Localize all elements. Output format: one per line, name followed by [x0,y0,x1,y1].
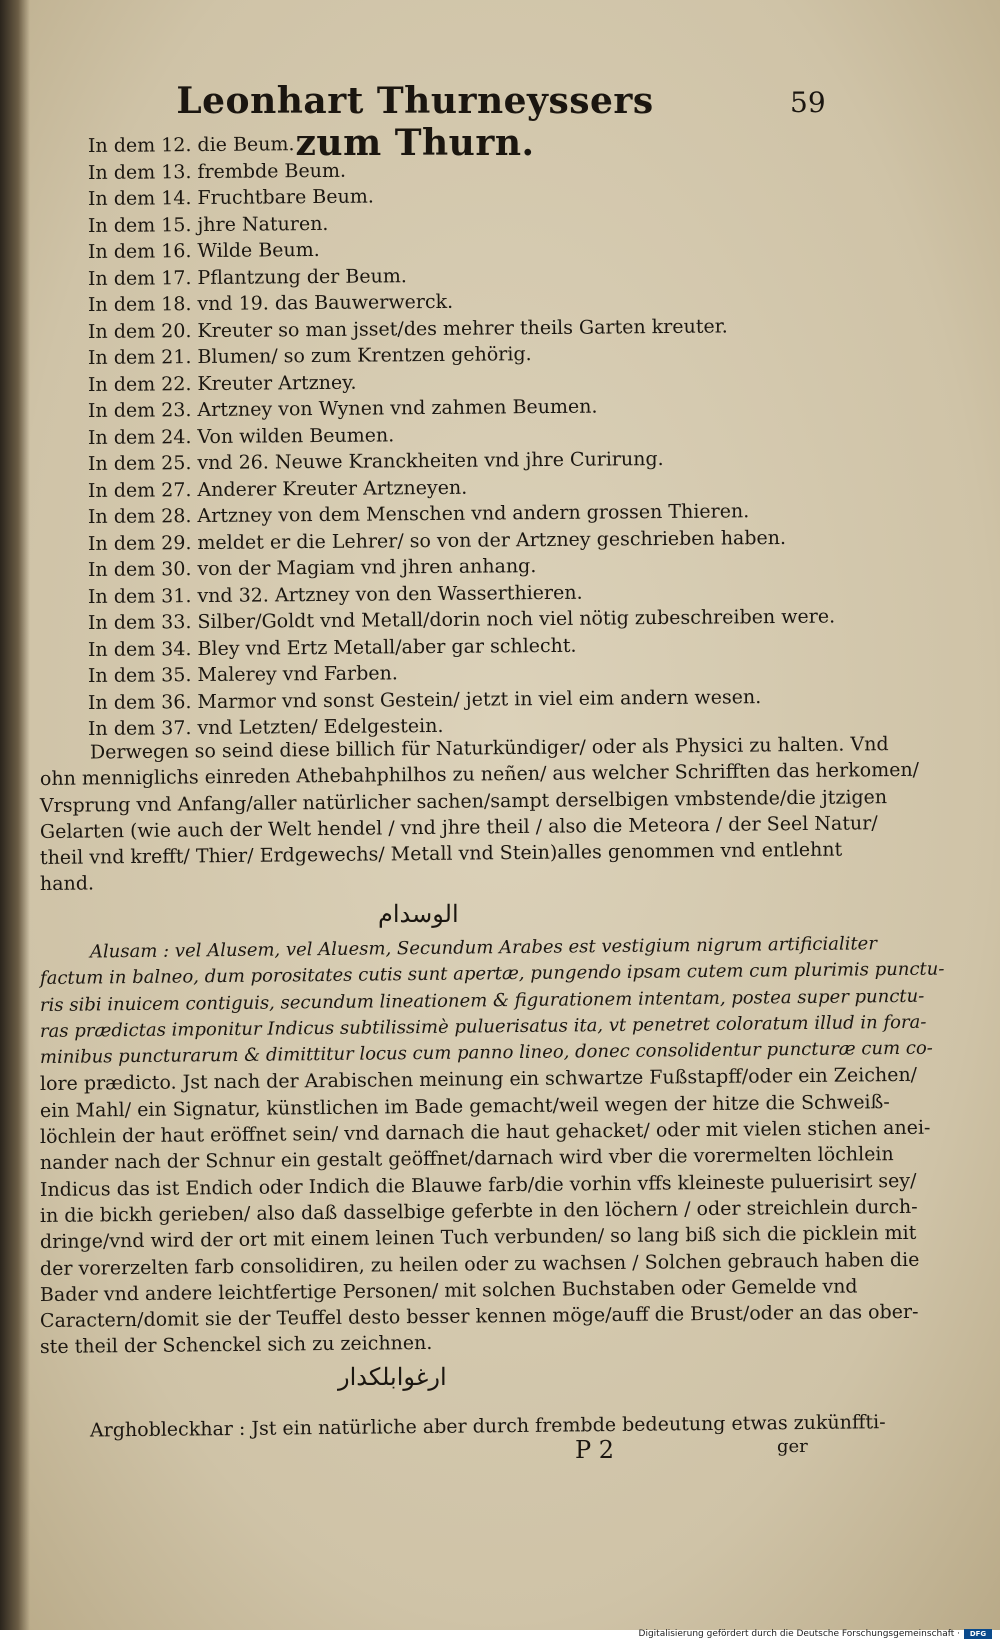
index-line: In dem 34. Bley vnd Ertz Metall/aber gar schlecht. [87,634,577,661]
paragraph-line: Bader vnd andere leichtfertige Personen/ mit solchen Buchstaben oder Gemelde vnd [39,1275,858,1306]
paragraph-alusam [39,933,945,1361]
paragraph-line: ohn menniglichs einreden Athebahphilhos zu neñen/ aus welcher Schrifften das herkomen/ [39,759,920,791]
index-line: In dem 14. Fruchtbare Beum. [87,185,374,210]
paragraph-line: lore prædicto. Jst nach der Arabischen meinung ein schwartze Fußstapff/oder ein Zeichen/ [39,1064,918,1096]
paragraph-line: in die bickh gerieben/ also daß dasselbige geferbte in den löchern / oder streichlein durch- [39,1195,918,1227]
paragraph-arghobleckhar [40,1411,886,1444]
index-line: In dem 31. vnd 32. Artzney von den Wasserthieren. [87,581,583,608]
footer-credit: Digitalisierung gefördert durch die Deutsche Forschungsgemeinschaft · [638,1629,960,1639]
index-line: In dem 28. Artzney von dem Menschen vnd andern grossen Thieren. [87,500,750,528]
book-spine-shadow [0,0,30,1630]
signature-mark: P 2 [575,1436,615,1464]
paragraph-line: minibus puncturarum & dimittitur locus cum panno lineo, donec consolidentur puncturæ cum co- [39,1037,933,1069]
paragraph-line: ris sibi inuicem contiguis, secundum lineationem & figurationem intentam, postea super punctu- [39,985,925,1016]
chapter-index-list [88,133,848,743]
index-line: In dem 21. Blumen/ so zum Krentzen gehörig. [87,343,532,369]
paragraph-line: Vrsprung vnd Anfang/aller natürlicher sachen/sampt derselbigen vmbstende/die jtzigen [39,785,888,817]
running-head-title: Leonhart Thurneyssers zum Thurn. [176,80,654,164]
paragraph-line: ste theil der Schenckel sich zu zeichnen. [39,1332,433,1359]
index-line: In dem 18. vnd 19. das Bauwerwerck. [87,290,454,316]
index-line: In dem 29. meldet er die Lehrer/ so von der Artzney geschrieben haben. [87,526,787,555]
paragraph-line: Gelarten (wie auch der Welt hendel / vnd jhre theil / also die Meteora / der Seel Natur/ [39,812,878,843]
paragraph-line: Arghobleckhar : Jst ein natürliche aber durch frembde bedeutung etwas zukünffti- [89,1411,886,1442]
paragraph-naturkuendiger [39,733,920,898]
page-number: 59 [790,86,826,119]
paragraph-line: löchlein der haut eröffnet sein/ vnd darnach die haut gehacket/ oder mit vielen stichen anei- [39,1116,931,1149]
index-line: In dem 25. vnd 26. Neuwe Kranckheiten vnd jhre Curirung. [87,447,664,475]
index-line: In dem 35. Malerey vnd Farben. [87,662,398,687]
index-line: In dem 20. Kreuter so man jsset/des mehrer theils Garten kreuter. [87,314,728,343]
paragraph-line: ein Mahl/ ein Signatur, künstlichen im Bade gemacht/weil wegen der hitze die Schweiß- [39,1090,890,1122]
paragraph-line: Indicus das ist Endich oder Indich die Blauwe farb/die vorhin vffs kleineste puluerisirt sey/ [39,1169,917,1201]
paragraph-line: nander nach der Schnur ein gestalt geöffnet/darnach wird vber die vorermelten löchlein [39,1143,894,1175]
index-line: In dem 13. frembde Beum. [87,159,347,184]
index-line: In dem 12. die Beum. [87,133,295,157]
index-line: In dem 17. Pflantzung der Beum. [87,264,407,290]
index-line: In dem 24. Von wilden Beumen. [87,423,395,449]
index-line: In dem 30. von der Magiam vnd jhren anhang. [87,555,537,581]
paragraph-line: theil vnd krefft/ Thier/ Erdgewechs/ Metall vnd Stein)alles genommen vnd entlehnt [39,838,843,870]
paragraph-line: Caractern/domit sie der Teuffel desto besser kennen möge/auff die Brust/oder an das ober- [39,1300,919,1333]
index-line: In dem 27. Anderer Kreuter Artzneyen. [87,476,468,502]
index-line: In dem 36. Marmor vnd sonst Gestein/ jetzt in viel eim andern wesen. [87,685,762,714]
arabic-heading-alusam: الوسدام [378,900,459,928]
paragraph-line: der vorerzelten farb consolidiren, zu heilen oder zu wachsen / Solchen gebrauch haben die [39,1248,920,1280]
index-line: In dem 23. Artzney von Wynen vnd zahmen Beumen. [87,395,598,422]
index-line: In dem 37. vnd Letzten/ Edelgestein. [87,714,444,740]
paragraph-line: Alusam : vel Alusem, vel Aluesm, Secundum Arabes est vestigium nigrum artificialiter [89,933,877,963]
paragraph-line: Derwegen so seind diese billich für Naturkündiger/ oder als Physici zu halten. Vnd [89,733,889,764]
catchword: ger [777,1436,808,1457]
paragraph-line: ras prædictas imponitur Indicus subtilissimè puluerisatus ita, vt penetret coloratum illud in fora- [39,1011,927,1042]
index-line: In dem 16. Wilde Beum. [87,238,320,263]
arabic-heading-arghobleckhar: ارغوابلكدار [338,1363,447,1391]
index-line: In dem 15. jhre Naturen. [87,212,329,237]
index-line: In dem 33. Silber/Goldt vnd Metall/dorin noch viel nötig zubeschreiben were. [87,605,836,634]
paragraph-line: dringe/vnd wird der ort mit einem leinen Tuch verbunden/ so lang biß sich die picklein mit [39,1222,917,1254]
paragraph-line: hand. [39,872,95,896]
dfg-logo: DFG [964,1629,992,1639]
paragraph-line: factum in balneo, dum porositates cutis sunt apertæ, pungendo ipsam cutem cum plurimis punctu- [39,958,945,990]
index-line: In dem 22. Kreuter Artzney. [87,371,357,396]
